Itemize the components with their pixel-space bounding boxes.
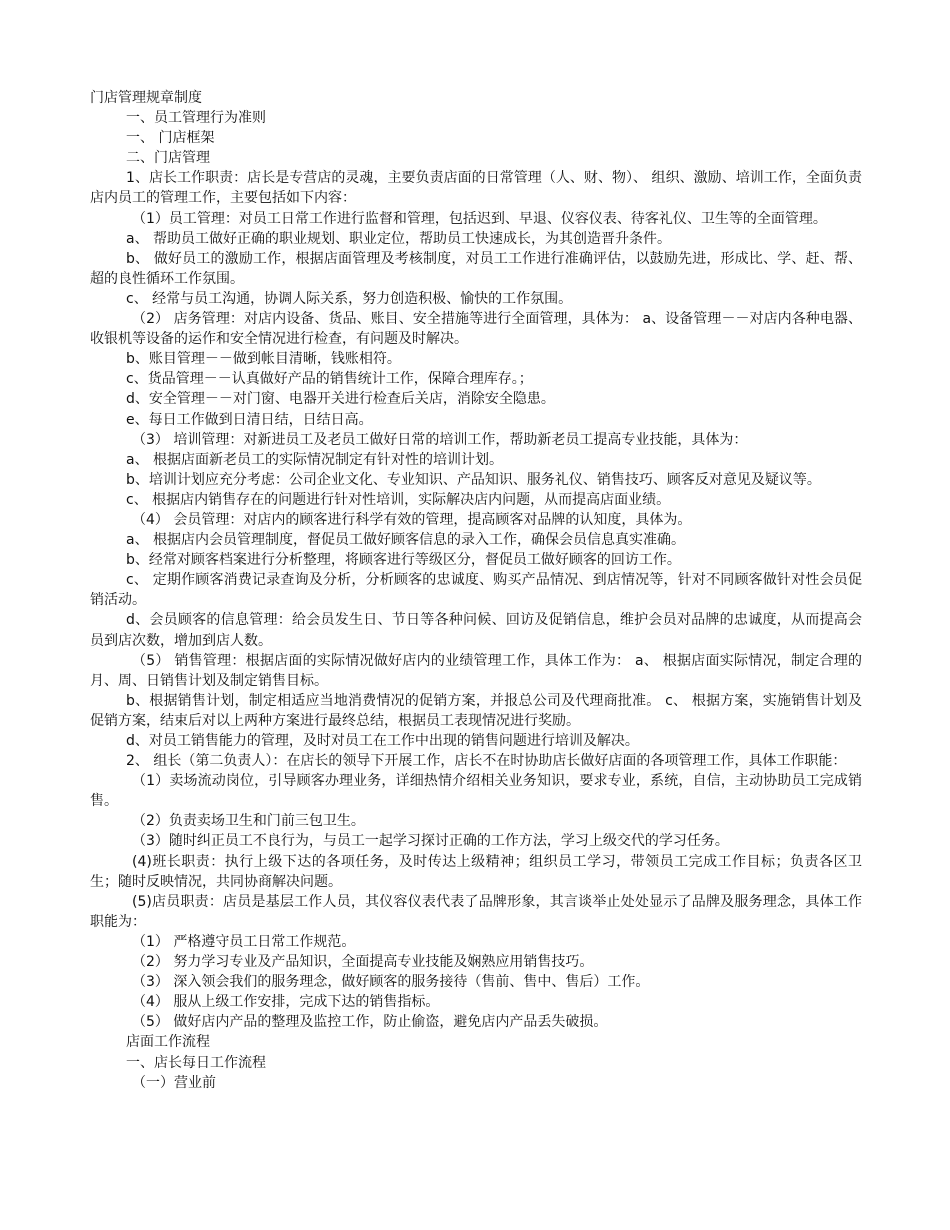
paragraph: (4)班长职责：执行上级下达的各项任务，及时传达上级精神；组织员工学习，带领员工完成工作目标；负责各区卫生；随时反映情况，共同协商解决问题。 bbox=[90, 853, 862, 890]
paragraph: 1、店长工作职责：店长是专营店的灵魂，主要负责店面的日常管理（人、财、物）、 组织、激励、培训工作，全面负责店内员工的管理工作，主要包括如下内容： bbox=[90, 170, 862, 207]
paragraph: （5） 销售管理：根据店面的实际情况做好店内的业绩管理工作，具体工作为： a、 根据店面实际情况，制定合理的月、周、日销售计划及制定销售目标。 bbox=[90, 652, 862, 689]
paragraph: d、对员工销售能力的管理，及时对员工在工作中出现的销售问题进行培训及解决。 bbox=[126, 733, 639, 749]
paragraph: c、 定期作顾客消费记录查询及分析，分析顾客的忠诚度、购买产品情况、到店情况等，针对不同顾客做针对性会员促销活动。 bbox=[90, 572, 862, 609]
paragraph: c、 经常与员工沟通，协调人际关系，努力创造积极、愉快的工作氛围。 bbox=[126, 290, 573, 307]
paragraph: 二、门店管理 bbox=[126, 150, 210, 167]
paragraph: b、经常对顾客档案进行分析整理，将顾客进行等级区分，督促员工做好顾客的回访工作。 bbox=[126, 552, 681, 569]
paragraph: （4） 服从上级工作安排，完成下达的销售指标。 bbox=[132, 994, 440, 1011]
paragraph: （3） 培训管理：对新进员工及老员工做好日常的培训工作，帮助新老员工提高专业技能，具体为： bbox=[132, 431, 748, 448]
document-title: 门店管理规章制度 bbox=[90, 90, 202, 106]
paragraph: e、每日工作做到日清日结，日结日高。 bbox=[126, 411, 373, 428]
paragraph: b、 做好员工的激励工作，根据店面管理及考核制度，对员工工作进行准确评估，以鼓励先进，形成比、学、赶、帮、超的良性循环工作氛围。 bbox=[90, 250, 862, 287]
paragraph: （2） 店务管理：对店内设备、货品、账目、安全措施等进行全面管理，具体为： a、设备管理－－对店内各种电器、收银机等设备的运作和安全情况进行检查，有问题及时解决。 bbox=[90, 311, 862, 348]
paragraph: d、安全管理－－对门窗、电器开关进行检查后关店，消除安全隐患。 bbox=[126, 391, 555, 408]
paragraph: （3）随时纠正员工不良行为，与员工一起学习探讨正确的工作方法，学习上级交代的学习任务。 bbox=[132, 833, 729, 850]
paragraph: c、货品管理－－认真做好产品的销售统计工作，保障合理库存。； bbox=[126, 371, 533, 388]
paragraph: （1）卖场流动岗位，引导顾客办理业务，详细热情介绍相关业务知识，要求专业，系统，自信，主动协助员工完成销售。 bbox=[90, 773, 862, 810]
paragraph: （4） 会员管理：对店内的顾客进行科学有效的管理，提高顾客对品牌的认知度，具体为。 bbox=[132, 511, 692, 528]
paragraph: 一、 门店框架 bbox=[126, 130, 215, 147]
paragraph: （1）员工管理：对员工日常工作进行监督和管理，包括迟到、早退、仪容仪表、待客礼仪、卫生等的全面管理。 bbox=[132, 210, 827, 227]
paragraph: （5） 做好店内产品的整理及监控工作，防止偷盗，避免店内产品丢失破损。 bbox=[132, 1014, 608, 1031]
paragraph: (5)店员职责：店员是基层工作人员，其仪容仪表代表了品牌形象，其言谈举止处处显示了品牌及服务理念，具体工作职能为： bbox=[90, 893, 862, 930]
paragraph: b、培训计划应充分考虑：公司企业文化、专业知识、产品知识、服务礼仪、销售技巧、顾客反对意见及疑议等。 bbox=[126, 471, 821, 488]
paragraph: b、根据销售计划，制定相适应当地消费情况的促销方案，并报总公司及代理商批准。 c、 根据方案，实施销售计划及促销方案，结束后对以上两种方案进行最终总结，根据员工表现情况进行奖励。 bbox=[90, 692, 862, 729]
paragraph: c、 根据店内销售存在的问题进行针对性培训，实际解决店内问题，从而提高店面业绩。 bbox=[126, 491, 671, 508]
paragraph: a、 帮助员工做好正确的职业规划、职业定位，帮助员工快速成长，为其创造晋升条件。 bbox=[126, 230, 672, 247]
paragraph: （一）营业前 bbox=[132, 1074, 216, 1091]
paragraph: 一、店长每日工作流程 bbox=[126, 1054, 266, 1071]
paragraph: 2、 组长（第二负责人）：在店长的领导下开展工作，店长不在时协助店长做好店面的各项管理工作，具体工作职能： bbox=[126, 753, 847, 770]
paragraph: （2）负责卖场卫生和门前三包卫生。 bbox=[132, 813, 365, 830]
paragraph: a、 根据店面新老员工的实际情况制定有针对性的培训计划。 bbox=[126, 451, 504, 468]
paragraph: （2） 努力学习专业及产品知识，全面提高专业技能及娴熟应用销售技巧。 bbox=[132, 954, 594, 971]
paragraph: b、账目管理－－做到帐目清晰，钱账相符。 bbox=[126, 351, 401, 368]
paragraph: 一、员工管理行为准则 bbox=[126, 110, 266, 127]
paragraph: d、会员顾客的信息管理：给会员发生日、节日等各种问候、回访及促销信息，维护会员对品牌的忠诚度，从而提高会员到店次数，增加到店人数。 bbox=[90, 612, 862, 649]
paragraph: （3） 深入领会我们的服务理念，做好顾客的服务接待（售前、售中、售后）工作。 bbox=[132, 974, 650, 991]
paragraph: a、 根据店内会员管理制度，督促员工做好顾客信息的录入工作，确保会员信息真实准确。 bbox=[126, 532, 686, 549]
paragraph: （1） 严格遵守员工日常工作规范。 bbox=[132, 933, 356, 950]
paragraph: 店面工作流程 bbox=[126, 1034, 210, 1051]
document-page bbox=[90, 88, 862, 1093]
